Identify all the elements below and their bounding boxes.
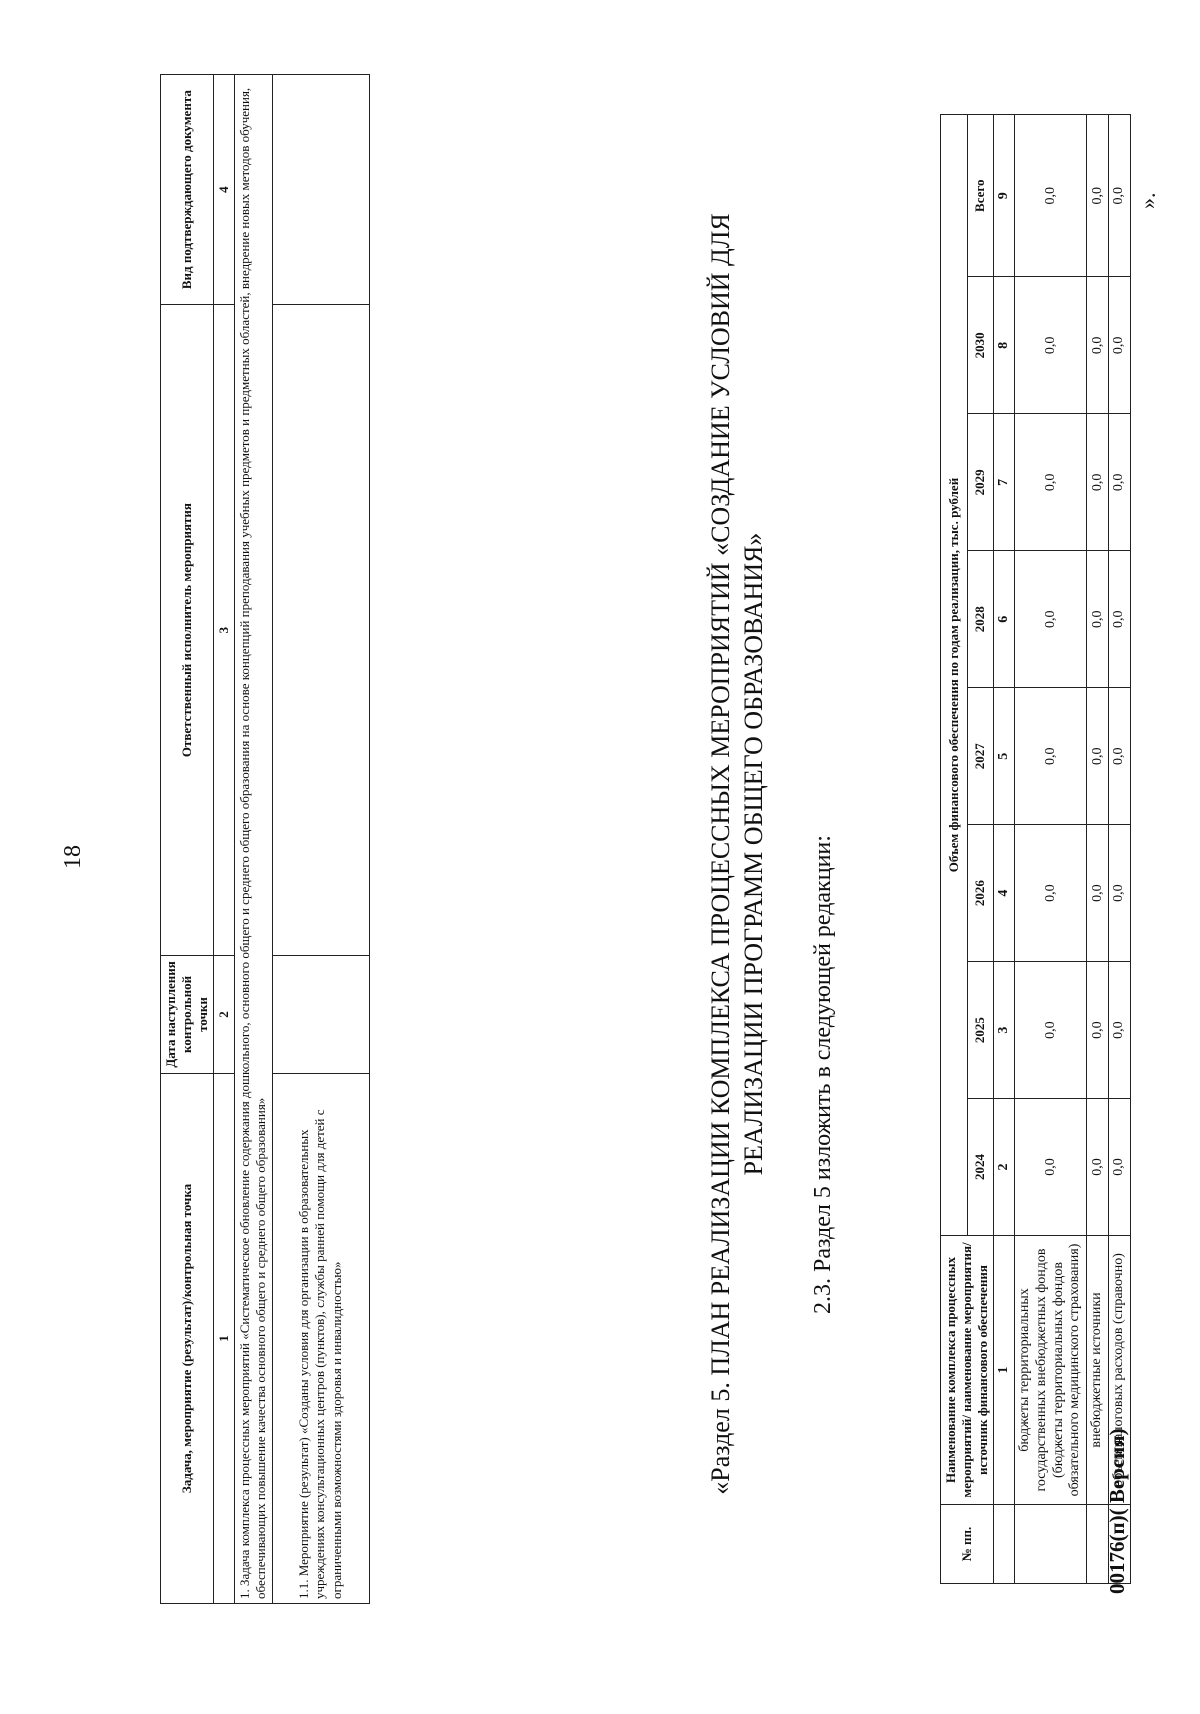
row-value: 0,0	[1015, 277, 1087, 414]
col-header-year: 2029	[967, 414, 994, 551]
column-number-blank	[994, 1505, 1015, 1584]
row-value: 0,0	[1087, 277, 1109, 414]
col-header-task: Задача, мероприятие (результат)/контрольная точка	[161, 1073, 214, 1603]
col-header-year: 2024	[967, 1099, 994, 1236]
column-number: 3	[214, 305, 235, 956]
page-number: 18	[60, 845, 86, 869]
row-name: бюджеты территориальных государственных внебюджетных фондов (бюджеты территориальных фондов обязательного медицинского страхования)	[1015, 1236, 1087, 1505]
row-total: 0,0	[1087, 115, 1109, 277]
row-value: 0,0	[1087, 551, 1109, 688]
col-header-executor: Ответственный исполнитель мероприятия	[161, 305, 214, 956]
table-row	[1087, 115, 1109, 1584]
column-number: 2	[994, 1099, 1015, 1236]
column-number: 1	[994, 1236, 1015, 1505]
table-row	[1015, 115, 1087, 1584]
measure-document	[272, 75, 369, 305]
col-header-no: № пп.	[941, 1505, 994, 1584]
row-value: 0,0	[1015, 1099, 1087, 1236]
row-value: 0,0	[1108, 551, 1130, 688]
col-header-date: Дата наступления контрольной точки	[161, 955, 214, 1073]
row-value: 0,0	[1108, 825, 1130, 962]
col-header-year: 2025	[967, 962, 994, 1099]
measure-row	[272, 75, 369, 1604]
column-number: 9	[994, 115, 1015, 277]
table-row	[1108, 115, 1130, 1584]
row-value: 0,0	[1015, 825, 1087, 962]
amendment-note: 2.3. Раздел 5 изложить в следующей редакции:	[810, 835, 836, 1314]
row-value: 0,0	[1087, 962, 1109, 1099]
column-number: 8	[994, 277, 1015, 414]
col-header-funding: Объем финансового обеспечения по годам реализации, тыс. рублей	[941, 115, 968, 1236]
col-header-total: Всего	[967, 115, 994, 277]
control-points-table	[160, 74, 370, 1604]
column-number: 6	[994, 551, 1015, 688]
row-name: объем налоговых расходов (справочно)	[1108, 1236, 1130, 1505]
column-number: 3	[994, 962, 1015, 1099]
column-number: 4	[214, 75, 235, 305]
column-number: 4	[994, 825, 1015, 962]
column-number-row	[214, 75, 235, 1604]
row-value: 0,0	[1087, 414, 1109, 551]
column-number: 5	[994, 688, 1015, 825]
measure-executor	[272, 305, 369, 956]
row-value: 0,0	[1108, 962, 1130, 1099]
row-value: 0,0	[1108, 688, 1130, 825]
row-value: 0,0	[1087, 1099, 1109, 1236]
row-no	[1015, 1505, 1087, 1584]
column-number: 2	[214, 955, 235, 1073]
footer-version: 00176(п)( Версия)	[1105, 1428, 1129, 1594]
closing-quote: ».	[1135, 192, 1160, 209]
row-value: 0,0	[1015, 688, 1087, 825]
row-value: 0,0	[1015, 414, 1087, 551]
row-name: внебюджетные источники	[1087, 1236, 1109, 1505]
measure-date	[272, 955, 369, 1073]
col-header-year: 2027	[967, 688, 994, 825]
row-value: 0,0	[1087, 688, 1109, 825]
column-number: 7	[994, 414, 1015, 551]
row-value: 0,0	[1108, 1099, 1130, 1236]
measure-text: 1.1. Мероприятие (результат) «Созданы условия для организации в образовательных учреждениях консультационных центров (пунктов), службы ранней помощи для детей с ограниченными возможностями здоровья и инвалидностью»	[272, 1073, 369, 1603]
row-value: 0,0	[1108, 277, 1130, 414]
row-total: 0,0	[1015, 115, 1087, 277]
row-value: 0,0	[1015, 962, 1087, 1099]
col-header-year: 2028	[967, 551, 994, 688]
task-row	[235, 75, 273, 1604]
row-total: 0,0	[1108, 115, 1130, 277]
row-value: 0,0	[1087, 825, 1109, 962]
column-number-row	[994, 115, 1015, 1584]
col-header-name: Наименование комплекса процессных мероприятий/ наименование мероприятия/источник финансового обеспечения	[941, 1236, 994, 1505]
section-heading: «Раздел 5. ПЛАН РЕАЛИЗАЦИИ КОМПЛЕКСА ПРОЦЕССНЫХ МЕРОПРИЯТИЙ «СОЗДАНИЕ УСЛОВИЙ ДЛЯ РЕАЛИЗАЦИИ ПРОГРАММ ОБЩЕГО ОБРАЗОВАНИЯ»	[706, 213, 768, 1495]
row-value: 0,0	[1015, 551, 1087, 688]
task-text: 1. Задача комплекса процессных мероприятий «Систематическое обновление содержания дошкольного, основного общего и среднего общего образования на основе концепций преподавания учебных предметов и предметных областей, внедрение новых методов обучения, обеспечивающих повышение качества основного общего и среднего общего образования»	[235, 75, 273, 1604]
finance-table	[940, 114, 1131, 1584]
col-header-document: Вид подтверждающего документа	[161, 75, 214, 305]
column-number: 1	[214, 1073, 235, 1603]
col-header-year: 2026	[967, 825, 994, 962]
row-value: 0,0	[1108, 414, 1130, 551]
col-header-year: 2030	[967, 277, 994, 414]
